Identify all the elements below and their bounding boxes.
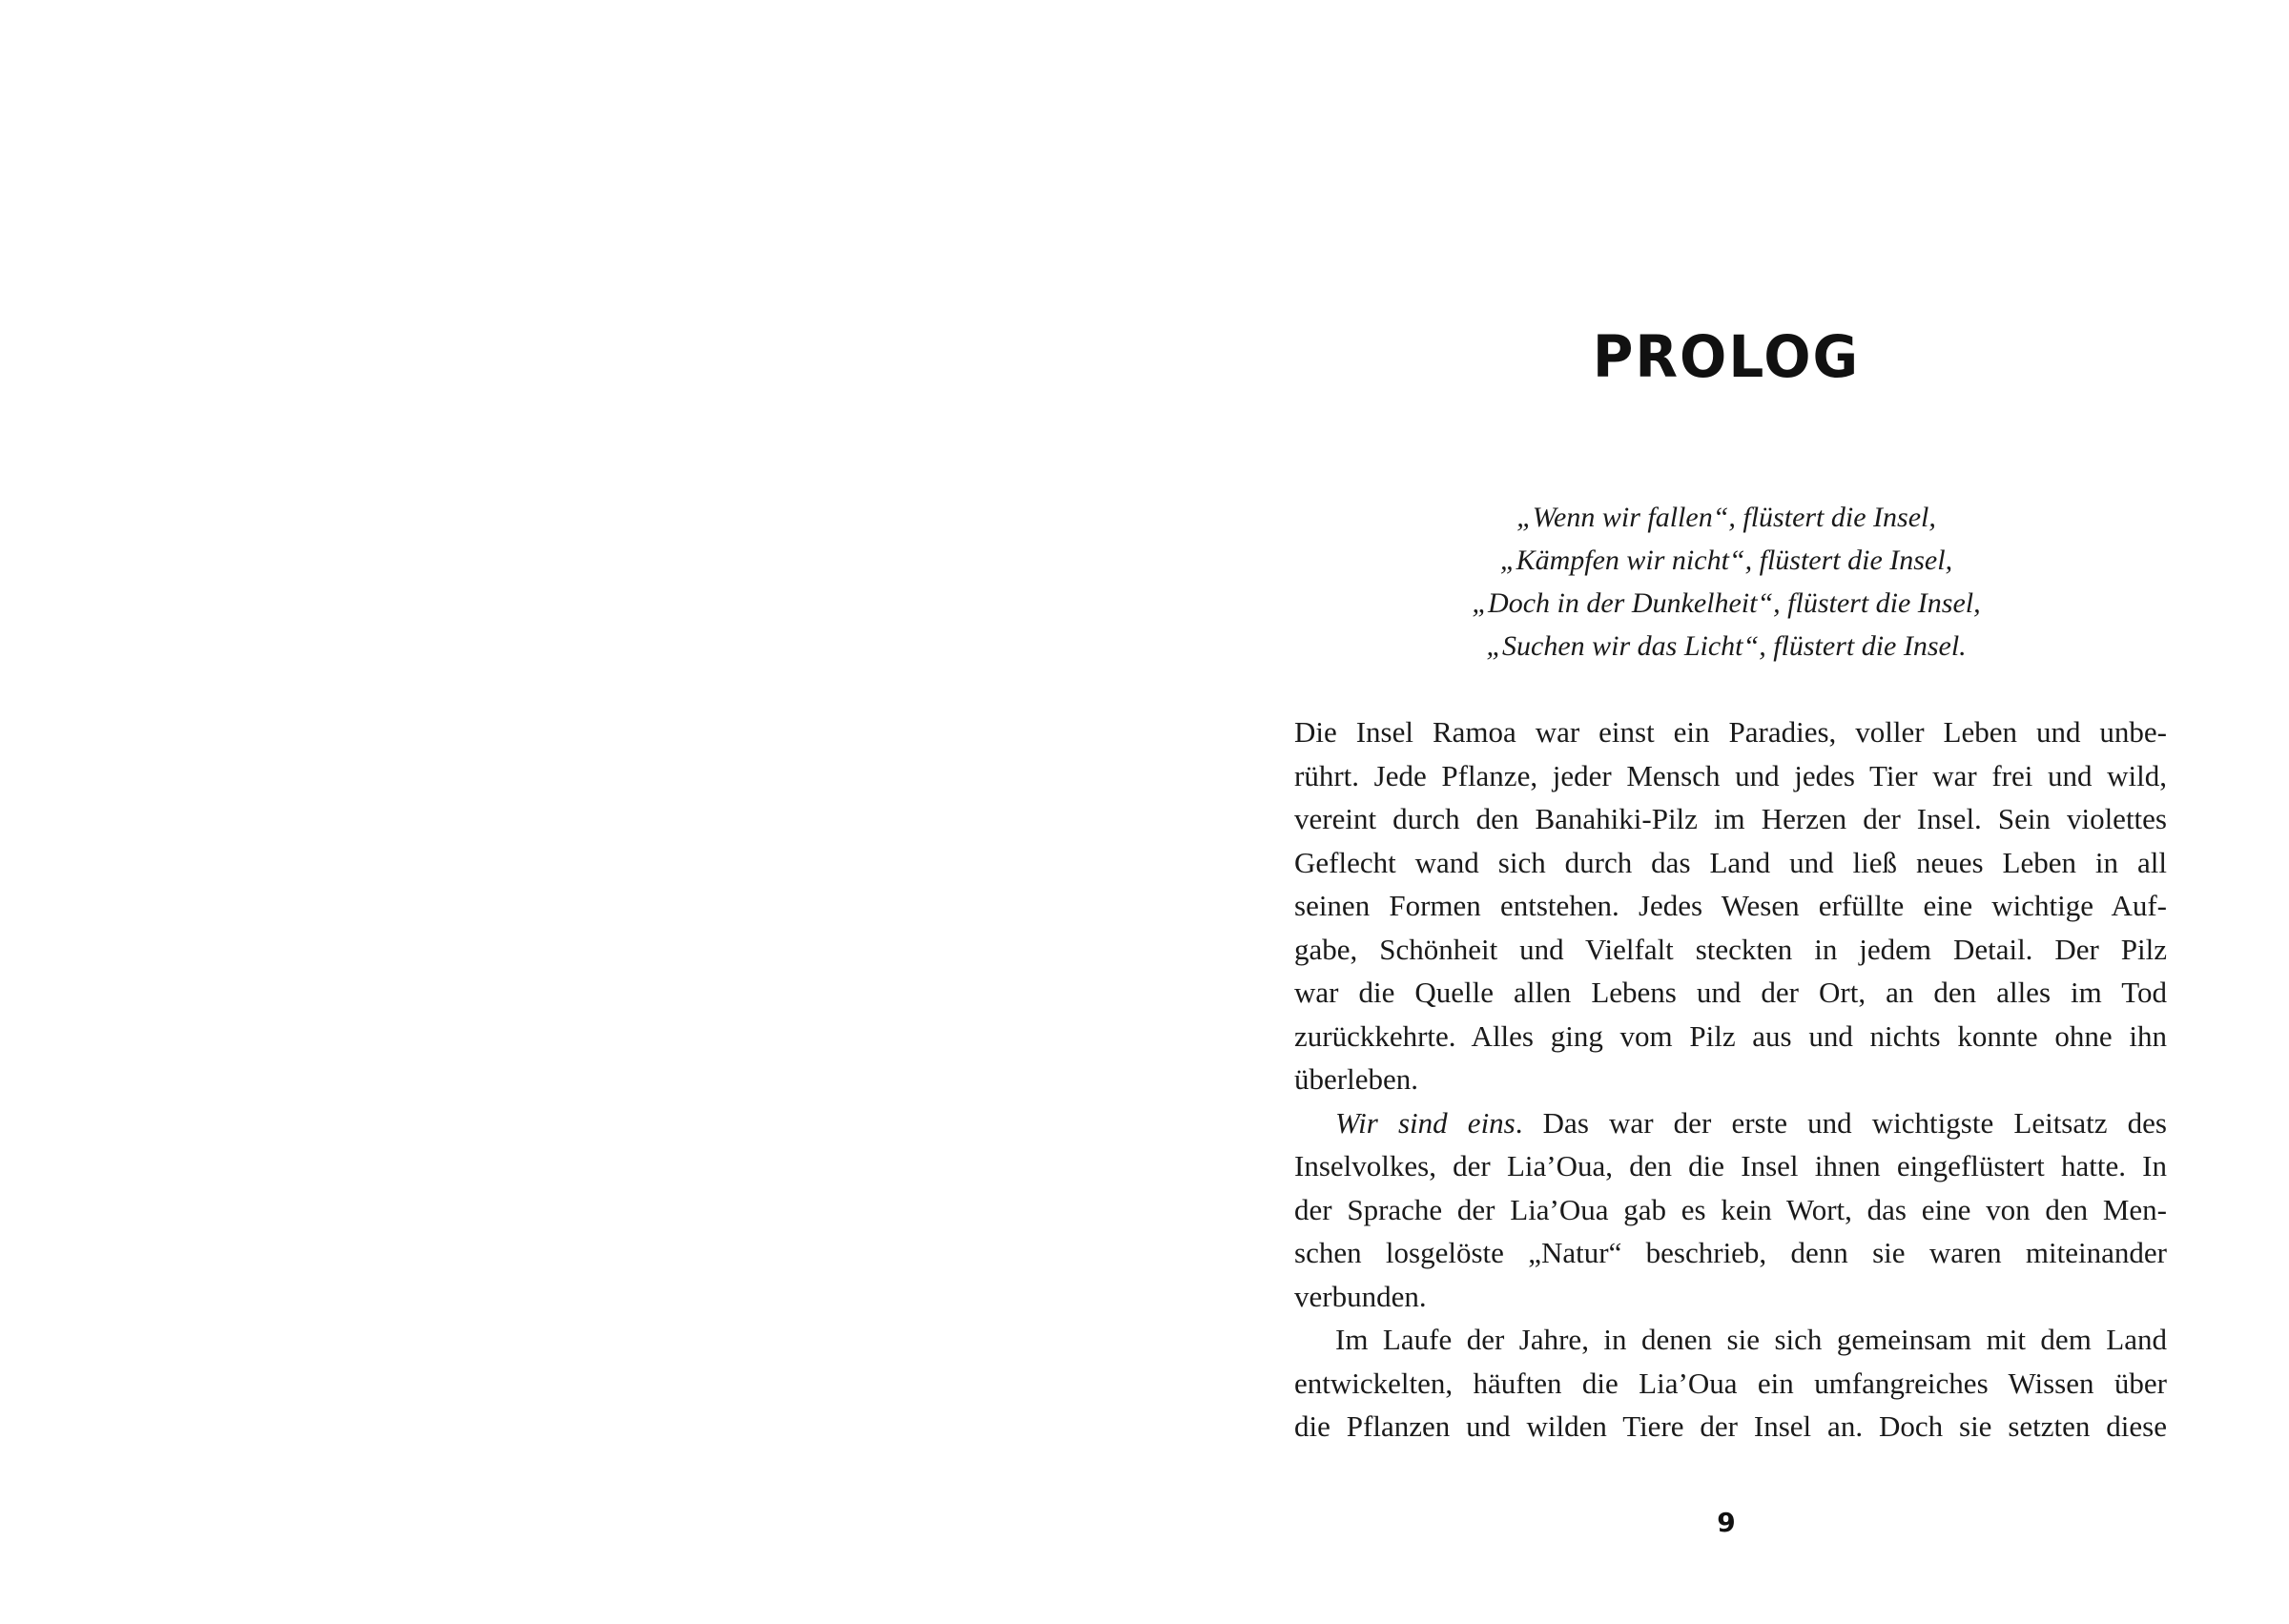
body-text	[1294, 710, 2167, 1449]
body-line: Geflecht wand sich durch das Land und ließ neues Leben in all	[1294, 845, 2167, 879]
epigraph-line: „Suchen wir das Licht“, flüstert die Insel.	[1486, 630, 1967, 662]
chapter-title: PROLOG	[1592, 322, 1861, 391]
body-line: überleben.	[1294, 1062, 1418, 1096]
body-line: vereint durch den Banahiki-Pilz im Herzen der Insel. Sein violettes	[1294, 802, 2167, 835]
body-line: schen losgelöste „Natur“ beschrieb, denn sie waren miteinander	[1294, 1236, 2167, 1269]
body-line: seinen Formen entstehen. Jedes Wesen erfüllte eine wichtige Auf-	[1294, 889, 2167, 922]
italic-phrase: Wir sind eins	[1335, 1105, 1516, 1140]
page-number: 9	[1717, 1507, 1736, 1538]
epigraph-line: „Wenn wir fallen“, flüstert die Insel,	[1516, 502, 1936, 533]
epigraph-line: „Kämpfen wir nicht“, flüstert die Insel,	[1499, 545, 1953, 576]
body-line: Die Insel Ramoa war einst ein Paradies, voller Leben und unbe-	[1294, 715, 2167, 749]
body-line: gabe, Schönheit und Vielfalt steckten in jedem Detail. Der Pilz	[1294, 932, 2167, 966]
left-page-blank	[0, 0, 1144, 1624]
body-line: Inselvolkes, der Lia’Oua, den die Insel ihnen eingeflüstert hatte. In	[1294, 1149, 2167, 1182]
body-line-rest: . Das war der erste und wichtigste Leitsatz des	[1515, 1105, 2167, 1140]
epigraph	[1297, 496, 2155, 668]
body-line-with-italic	[1294, 1101, 2167, 1145]
body-line: zurückkehrte. Alles ging vom Pilz aus und nichts konnte ohne ihn	[1294, 1018, 2167, 1053]
body-line: entwickelten, häuften die Lia’Oua ein umfangreiches Wissen über	[1294, 1366, 2167, 1400]
body-line: verbunden.	[1294, 1279, 1427, 1313]
body-line: der Sprache der Lia’Oua gab es kein Wort, das eine von den Men-	[1294, 1192, 2167, 1226]
epigraph-line: „Doch in der Dunkelheit“, flüstert die Insel,	[1472, 587, 1981, 619]
body-line: war die Quelle allen Lebens und der Ort, an den alles im Tod	[1294, 976, 2167, 1009]
body-line: die Pflanzen und wilden Tiere der Insel an. Doch sie setzten diese	[1294, 1409, 2167, 1443]
body-line: rührt. Jede Pflanze, jeder Mensch und jedes Tier war frei und wild,	[1294, 758, 2167, 792]
body-line: Im Laufe der Jahre, in denen sie sich gemeinsam mit dem Land	[1335, 1323, 2167, 1356]
